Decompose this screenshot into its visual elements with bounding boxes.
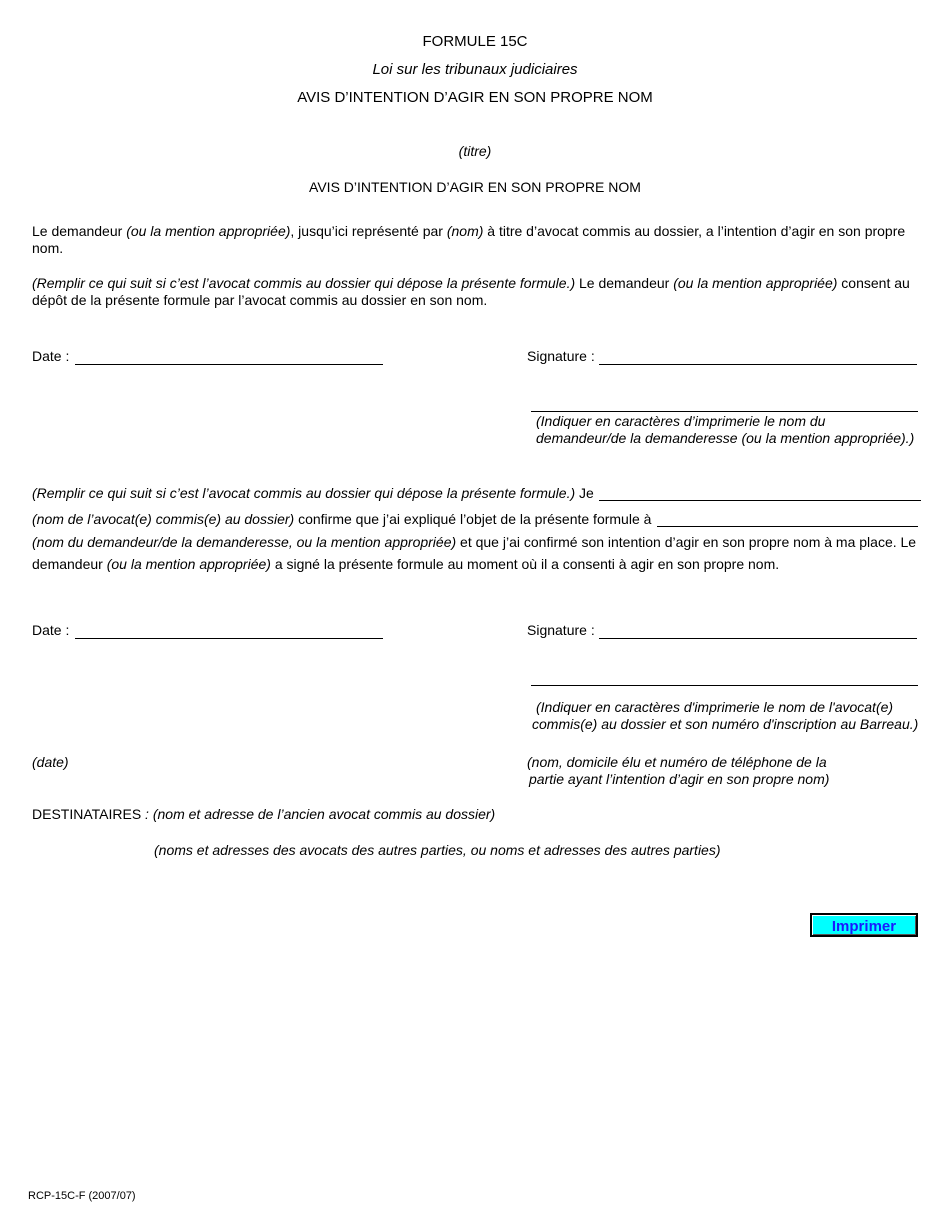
printed-name-line-2[interactable] [531,685,918,686]
confirmation-line-4 [32,556,922,572]
form-code: RCP-15C-F (2007/07) [28,1190,136,1202]
signature-label-1: Signature : [527,348,595,364]
para3-text: demandeur [32,556,107,572]
confirmation-line-1 [32,485,922,501]
party-line: (nom, domicile élu et numéro de téléphone de la [527,754,827,770]
para3-text: et que j’ai confirmé son intention d’agir en son propre nom à ma place. Le [456,534,917,550]
printed-name-line-1[interactable] [531,411,918,412]
destinataires [32,806,495,822]
act-name: Loi sur les tribunaux judiciaires [372,61,578,78]
printed-name-caption-2 [532,699,918,733]
para1-italic: (nom) [446,223,484,239]
party-info-placeholder [527,754,829,788]
lawyer-name-line[interactable] [599,500,921,501]
destinataires-other-parties: (noms et adresses des avocats des autres parties, ou noms et adresses des autres parties) [154,842,721,858]
destinataires-colon: : [141,806,153,822]
form-title: AVIS D’INTENTION D’AGIR EN SON PROPRE NOM [297,89,653,106]
party-line: partie ayant l’intention d’agir en son propre nom) [529,771,830,787]
caption-line: (Indiquer en caractères d'imprimerie le nom de l'avocat(e) [536,699,894,715]
signature-label-2: Signature : [527,622,595,638]
signature-line-1[interactable] [599,364,917,365]
titre-placeholder: (titre) [458,143,492,159]
date-label-2: Date : [32,622,70,638]
para3-italic: (Remplir ce qui suit si c’est l’avocat commis au dossier qui dépose la présente formule.) [32,485,576,501]
printed-name-caption-1 [536,413,914,447]
plaintiff-name-line[interactable] [657,526,918,527]
para1-text: , jusqu’ici représenté par [290,223,447,239]
para3-italic: (ou la mention appropriée) [106,556,271,572]
confirmation-line-3 [32,534,922,550]
date-placeholder: (date) [32,754,69,770]
caption-line: (Indiquer en caractères d’imprimerie le nom du [536,413,826,429]
para2-italic: (ou la mention appropriée) [673,275,838,291]
form-subtitle: AVIS D’INTENTION D’AGIR EN SON PROPRE NOM [309,179,641,195]
para1-italic: (ou la mention appropriée) [126,223,291,239]
para2-italic: (Remplir ce qui suit si c’est l’avocat commis au dossier qui dépose la présente formule.) [32,275,576,291]
destinataires-label: DESTINATAIRES [32,806,142,822]
paragraph-intent [32,223,918,257]
para1-text: Le demandeur [32,223,127,239]
signature-line-2[interactable] [599,638,917,639]
para2-text: consent au dépôt de la présente formule par l’avocat commis au dossier en son nom. [32,275,910,308]
print-button[interactable]: Imprimer [810,913,918,937]
paragraph-consent [32,275,918,309]
form-number: FORMULE 15C [422,33,528,50]
date-label-1: Date : [32,348,70,364]
caption-line: demandeur/de la demanderesse (ou la mention appropriée).) [536,430,915,446]
date-line-2[interactable] [75,638,383,639]
para3-text: a signé la présente formule au moment où il a consenti à agir en son propre nom. [270,556,780,572]
para3-text: confirme que j’ai expliqué l’objet de la présente formule à [294,511,652,527]
para3-text: Je [575,485,594,501]
para1-text: à titre d’avocat commis au dossier, a l’intention d’agir en son propre nom. [32,223,906,256]
date-line-1[interactable] [75,364,383,365]
caption-line: commis(e) au dossier et son numéro d'inscription au Barreau.) [532,716,919,732]
para2-text: Le demandeur [575,275,674,291]
para3-italic: (nom de l’avocat(e) commis(e) au dossier) [32,511,295,527]
destinataires-former-lawyer: (nom et adresse de l’ancien avocat commis au dossier) [152,806,496,822]
confirmation-line-2 [32,511,922,527]
para3-italic: (nom du demandeur/de la demanderesse, ou la mention appropriée) [32,534,457,550]
